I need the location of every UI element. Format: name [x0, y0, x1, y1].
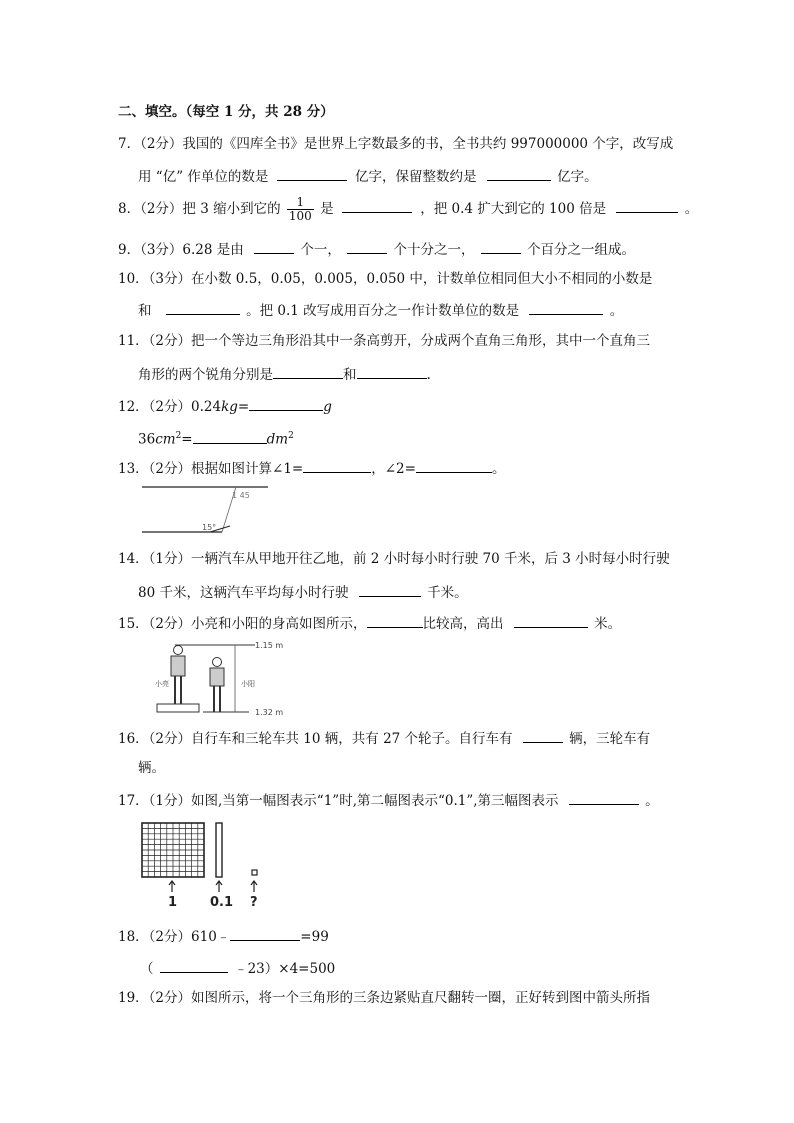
q7-blank-1[interactable]: [277, 166, 347, 181]
q13-blank-1[interactable]: [303, 458, 371, 473]
question-7-line-2: [138, 166, 598, 186]
q17-label-0-1: 0.1: [210, 895, 234, 910]
q9-blank-2[interactable]: [347, 239, 387, 254]
q13-figure-label-1: 1 45: [232, 491, 250, 500]
q7-text-3: 亿字。: [557, 169, 598, 185]
question-15: [118, 613, 621, 633]
q16-text-2: 辆，三轮车有: [569, 731, 651, 747]
q8-text-1: 8．（2分）把 3 缩小到它的: [118, 201, 281, 217]
q10-blank-1[interactable]: [166, 300, 240, 315]
q15-figure-heights: [155, 640, 295, 718]
q10-text-2: 。把 0.1 改写成用百分之一作计数单位的数是: [246, 303, 520, 319]
q8-text-3: ，把 0.4 扩大到它的 100 倍是: [420, 201, 607, 217]
question-12-line-2: [138, 427, 294, 449]
q18-text-2: =99: [300, 929, 329, 945]
q10-blank-2[interactable]: [529, 300, 603, 315]
q16-text-1: 16．（2分）自行车和三轮车共 10 辆，共有 27 个轮子。自行车有: [118, 731, 513, 747]
q13-figure-parallel-lines: [140, 482, 270, 540]
q12-equals-2: =: [181, 431, 193, 448]
q9-text-2: 个一，: [300, 242, 341, 258]
q14-blank-1[interactable]: [359, 582, 421, 597]
q17-label-question: ?: [250, 895, 258, 910]
q12-blank-1[interactable]: [249, 396, 323, 411]
q11-text-1: 角形的两个锐角分别是: [138, 367, 273, 383]
q14-text-2: 千米。: [427, 585, 468, 601]
unit-kg: kg: [221, 399, 238, 415]
question-14-line-1: 14．（1分）一辆汽车从甲地开往乙地，前 2 小时每小时行驶 70 千米，后 3 小时每小时行驶: [118, 551, 670, 567]
fraction-1-100: [287, 196, 314, 223]
q9-text-1: 9．（3分）6.28 是由: [118, 242, 244, 258]
q17-text-1: 17．（1分）如图,当第一幅图表示“1”时,第二幅图表示“0.1”,第三幅图表示: [118, 793, 559, 809]
question-7-line-1: 7．（2分）我国的《四库全书》是世界上字数最多的书，全书共约 997000000 个字，改写成: [118, 136, 674, 152]
question-9: [118, 239, 635, 259]
q17-text-2: 。: [645, 793, 659, 809]
unit-cm-exponent: 2: [175, 431, 182, 441]
q15-blank-1[interactable]: [367, 613, 423, 628]
q15-figure-top-label: 1.15 m: [255, 641, 284, 650]
fraction-numerator: 1: [287, 196, 314, 210]
q15-figure-bottom-label: 1.32 m: [255, 708, 284, 717]
q13-figure-label-2: 15°: [202, 523, 217, 532]
question-19-line-1: 19．（2分）如图所示，将一个三角形的三条边紧贴直尺翻转一圈，正好转到图中箭头所指: [118, 990, 651, 1006]
q15-blank-2[interactable]: [514, 613, 588, 628]
question-18-line-1: [118, 926, 329, 946]
q12-equals-1: =: [237, 399, 250, 415]
q12-text-2: 36: [138, 431, 156, 448]
q14-text-1: 80 千米，这辆汽车平均每小时行驶: [138, 585, 349, 601]
q7-text-2: 亿字，保留整数约是: [354, 169, 477, 185]
question-18-line-2: [140, 958, 335, 978]
q13-blank-2[interactable]: [416, 458, 492, 473]
q15-figure-right-label: 小阳: [241, 680, 255, 688]
q9-text-3: 个十分之一，: [393, 242, 475, 258]
question-8: [118, 196, 698, 223]
q15-text-1: 15．（2分）小亮和小阳的身高如图所示，: [118, 616, 367, 632]
q16-blank-1[interactable]: [523, 728, 563, 743]
q17-blank-1[interactable]: [569, 790, 639, 805]
q12-blank-2[interactable]: [193, 429, 267, 444]
q17-label-1: 1: [168, 895, 178, 910]
unit-cm: cm: [155, 431, 176, 448]
question-17: [118, 790, 659, 810]
q9-blank-1[interactable]: [254, 239, 294, 254]
q9-blank-3[interactable]: [481, 239, 521, 254]
question-13: [118, 458, 505, 478]
question-16-line-1: [118, 728, 650, 748]
q13-text-1: 13．（2分）根据如图计算∠1=: [118, 461, 304, 477]
q10-text-1: 和: [138, 303, 152, 319]
q18-text-4: ﹣23）×4=500: [234, 961, 336, 977]
q12-text-1: 12．（2分）0.24: [118, 399, 222, 415]
q15-text-3: 米。: [594, 616, 622, 632]
q11-blank-2[interactable]: [357, 364, 427, 379]
unit-dm-exponent: 2: [288, 431, 294, 441]
q8-blank-1[interactable]: [342, 198, 412, 213]
section-title: 二、填空。（每空 1 分，共 28 分）: [118, 104, 334, 120]
q13-text-2: ，∠2=: [371, 461, 416, 477]
hundred-grid: [142, 823, 204, 877]
q15-text-2: 比较高，高出: [422, 616, 504, 632]
question-10-line-2: [138, 300, 623, 320]
unit-g: g: [323, 399, 332, 415]
question-11-line-2: [138, 364, 431, 384]
question-11-line-1: 11．（2分）把一个等边三角形沿其中一条高剪开，分成两个直角三角形，其中一个直角三: [118, 333, 651, 349]
q11-text-3: .: [426, 367, 431, 383]
unit-dm: dm: [266, 431, 289, 448]
q8-blank-2[interactable]: [616, 198, 678, 213]
question-12-line-1: [118, 396, 332, 416]
q15-figure-left-label: 小亮: [155, 680, 169, 688]
q18-text-3: （: [140, 961, 154, 977]
q9-text-4: 个百分之一组成。: [527, 242, 636, 258]
hundredth-square: [252, 870, 257, 875]
q13-text-3: 。: [491, 461, 506, 477]
q8-text-4: 。: [684, 201, 699, 217]
q18-text-1: 18．（2分）610﹣: [118, 929, 231, 945]
tenth-bar: [216, 823, 222, 877]
question-16-line-2: 辆。: [138, 760, 165, 776]
q8-text-2: 是: [320, 201, 334, 217]
q7-blank-2[interactable]: [487, 166, 551, 181]
question-10-line-1: 10．（3分）在小数 0.5，0.05，0.005，0.050 中，计数单位相同但大小不相同的小数是: [118, 271, 653, 287]
q7-text-1: 用 “亿” 作单位的数是: [138, 169, 269, 185]
q11-text-2: 和: [343, 367, 357, 383]
question-14-line-2: [138, 582, 468, 602]
q11-blank-1[interactable]: [273, 364, 343, 379]
fraction-denominator: 100: [288, 209, 312, 223]
q18-blank-1[interactable]: [230, 926, 300, 941]
q18-blank-2[interactable]: [160, 958, 228, 973]
q17-figure-blocks: [140, 820, 280, 910]
q10-text-3: 。: [609, 303, 624, 319]
